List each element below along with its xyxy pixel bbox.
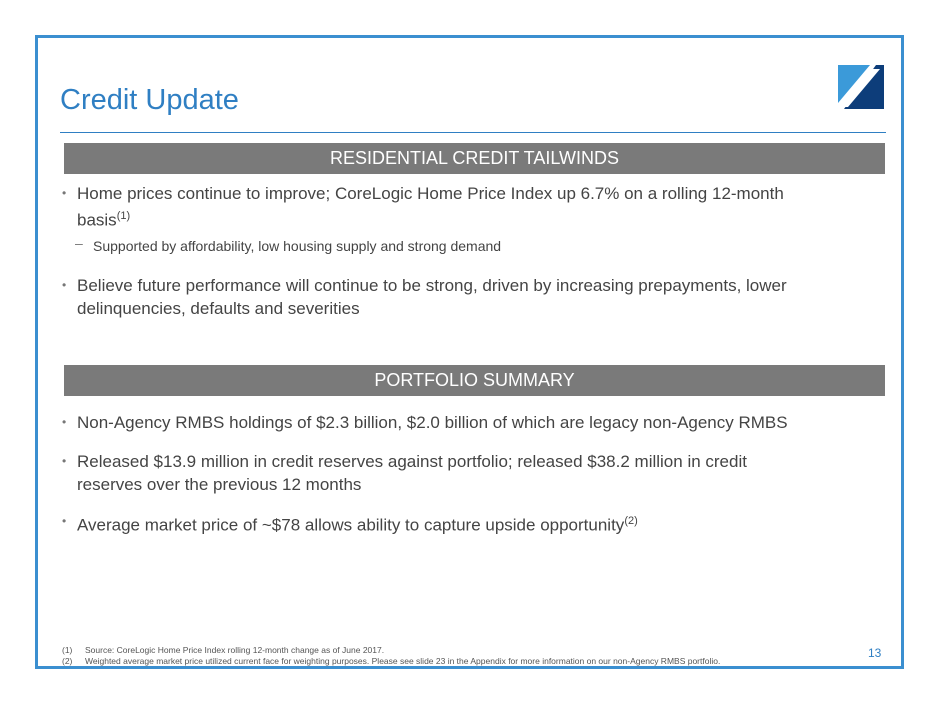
slide-title: Credit Update <box>60 84 239 116</box>
bullet-text: Home prices continue to improve; CoreLogic Home Price Index up 6.7% on a rolling 12-month basis$^{(1)}$ <box>77 184 784 230</box>
slide-frame <box>35 35 904 669</box>
bullet-text: Average market price of ~$78 allows ability to capture upside opportunity$^{(2)}$ <box>77 515 638 535</box>
bullet-text: Released $13.9 million in credit reserves against portfolio; released $38.2 million in credit reserves over the previous 12 months <box>77 452 747 494</box>
section-header-portfolio: PORTFOLIO SUMMARY <box>64 365 885 396</box>
bullet-text: Believe future performance will continue to be strong, driven by increasing prepayments, lower delinquencies, defaults and severities <box>77 276 787 318</box>
footnote-1: (1) Source: CoreLogic Home Price Index rolling 12-month change as of June 2017. <box>62 645 385 655</box>
sub-bullet-affordability: – Supported by affordability, low housing supply and strong demand <box>75 235 502 254</box>
section-header-residential: RESIDENTIAL CREDIT TAILWINDS <box>64 143 885 174</box>
bullet-icon: • <box>62 415 67 429</box>
bullet-future-performance <box>62 274 787 320</box>
title-divider <box>60 132 886 133</box>
footnotes <box>62 645 720 667</box>
bullet-icon: • <box>62 186 67 200</box>
bullet-icon: • <box>62 454 67 468</box>
dash-icon: – <box>75 235 83 251</box>
bullet-home-prices <box>62 182 784 232</box>
company-logo-icon <box>836 63 886 111</box>
footnote-2: (2) Weighted average market price utilized current face for weighting purposes. Please see slide 23 in the Appendix for more information on our non-Agency RMBS portfolio. <box>62 656 721 666</box>
page-number: 13 <box>868 646 882 660</box>
bullet-icon: • <box>62 514 67 528</box>
bullet-icon: • <box>62 278 67 292</box>
bullet-holdings: • Non-Agency RMBS holdings of $2.3 billion, $2.0 billion of which are legacy non-Agency RMBS <box>62 413 788 432</box>
bullet-reserves <box>62 450 747 496</box>
bullet-market-price <box>62 510 638 537</box>
